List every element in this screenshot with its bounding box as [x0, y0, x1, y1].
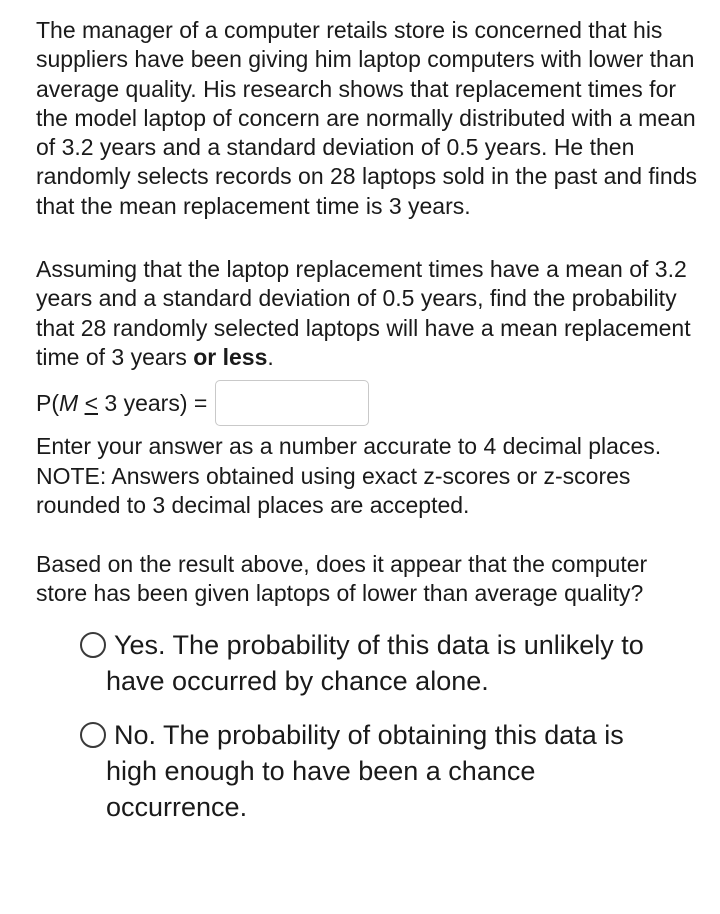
answer-label-prefix: P( [36, 389, 59, 416]
radio-button-icon[interactable] [80, 632, 106, 658]
radio-button-icon[interactable] [80, 722, 106, 748]
question-2: Based on the result above, does it appear that the computer store has been given laptops of lower than average quality? [36, 551, 648, 607]
answer-instructions: Enter your answer as a number accurate to 4 decimal places. NOTE: Answers obtained using exact z-scores or z-scores rounded to 3 decimal places are accepted. [36, 433, 662, 518]
probability-answer-input[interactable] [215, 380, 369, 426]
question-1 [36, 255, 698, 372]
option-yes-label[interactable]: Yes. The probability of this data is unlikely to have occurred by chance alone. [106, 629, 644, 696]
question-1-emphasis: or less [193, 343, 268, 370]
question-1-text: Assuming that the laptop replacement times have a mean of 3.2 years and a standard deviation of 0.5 years, find the probability that 28 randomly selected laptops will have a mean replacement time of 3 years [36, 256, 691, 370]
question-1-end: . [267, 343, 274, 370]
answer-label-variable: M [59, 389, 79, 416]
answer-options [80, 627, 680, 825]
answer-label [36, 390, 207, 417]
problem-intro: The manager of a computer retails store is concerned that his suppliers have been giving him laptop computers with lower than average quality. His research shows that replacement times for the model laptop of concern are normally distributed with a mean of 3.2 years and a standard deviation of 0.5 years. He then randomly selects records on 28 laptops sold in the past and finds that the mean replacement time is 3 years. [36, 17, 697, 219]
question-page [36, 16, 698, 843]
option-no-label[interactable]: No. The probability of obtaining this data is high enough to have been a chance occurrence. [106, 719, 624, 822]
answer-label-suffix: 3 years) = [98, 389, 208, 416]
option-no[interactable] [80, 717, 680, 825]
option-yes[interactable] [80, 627, 680, 699]
answer-row [36, 378, 698, 428]
answer-label-operator: < [84, 389, 98, 416]
